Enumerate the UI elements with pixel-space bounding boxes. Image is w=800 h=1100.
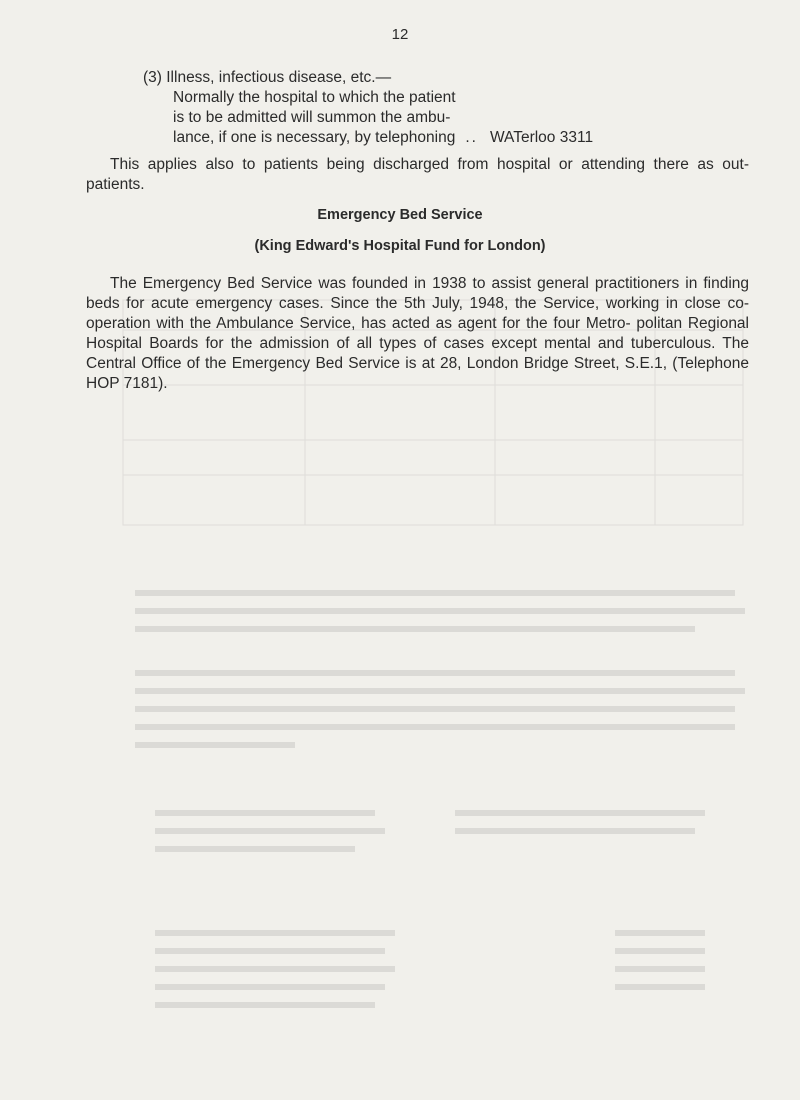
discharge-note-paragraph: This applies also to patients being discharged from hospital or attending there as out-patients. xyxy=(86,156,749,193)
page-number: 12 xyxy=(391,26,409,43)
list-item-line: lance, if one is necessary, by telephoning xyxy=(173,129,456,146)
list-item-final-row xyxy=(173,128,703,148)
list-item-line: is to be admitted will summon the ambu- xyxy=(173,109,451,126)
phone-number: WATerloo 3311 xyxy=(489,129,594,146)
section-heading: Emergency Bed Service xyxy=(317,207,483,223)
list-item-illness xyxy=(143,68,703,148)
section-subheading: (King Edward's Hospital Fund for London) xyxy=(254,238,546,254)
list-item-line: Normally the hospital to which the patient xyxy=(173,89,456,106)
list-item-lead: (3) Illness, infectious disease, etc.— xyxy=(143,69,392,86)
section-body-paragraph: The Emergency Bed Service was founded in 1938 to assist general practitioners in finding beds for acute emergency cases. Since the 5th July, 1948, the Service, working in close co-operation with the Ambulance Service, has acted as agent for the four Metro- politan Regional Hospital Boards for the admission of all types of cases except mental and tuberculous. The Central Office of the Emergency Bed Service is at 28, London Bridge Street, S.E.1, (Telephone HOP 7181). xyxy=(86,275,749,392)
dot-leader: .. xyxy=(465,129,478,146)
show-through-background xyxy=(95,290,775,1050)
list-item-body xyxy=(143,88,703,148)
